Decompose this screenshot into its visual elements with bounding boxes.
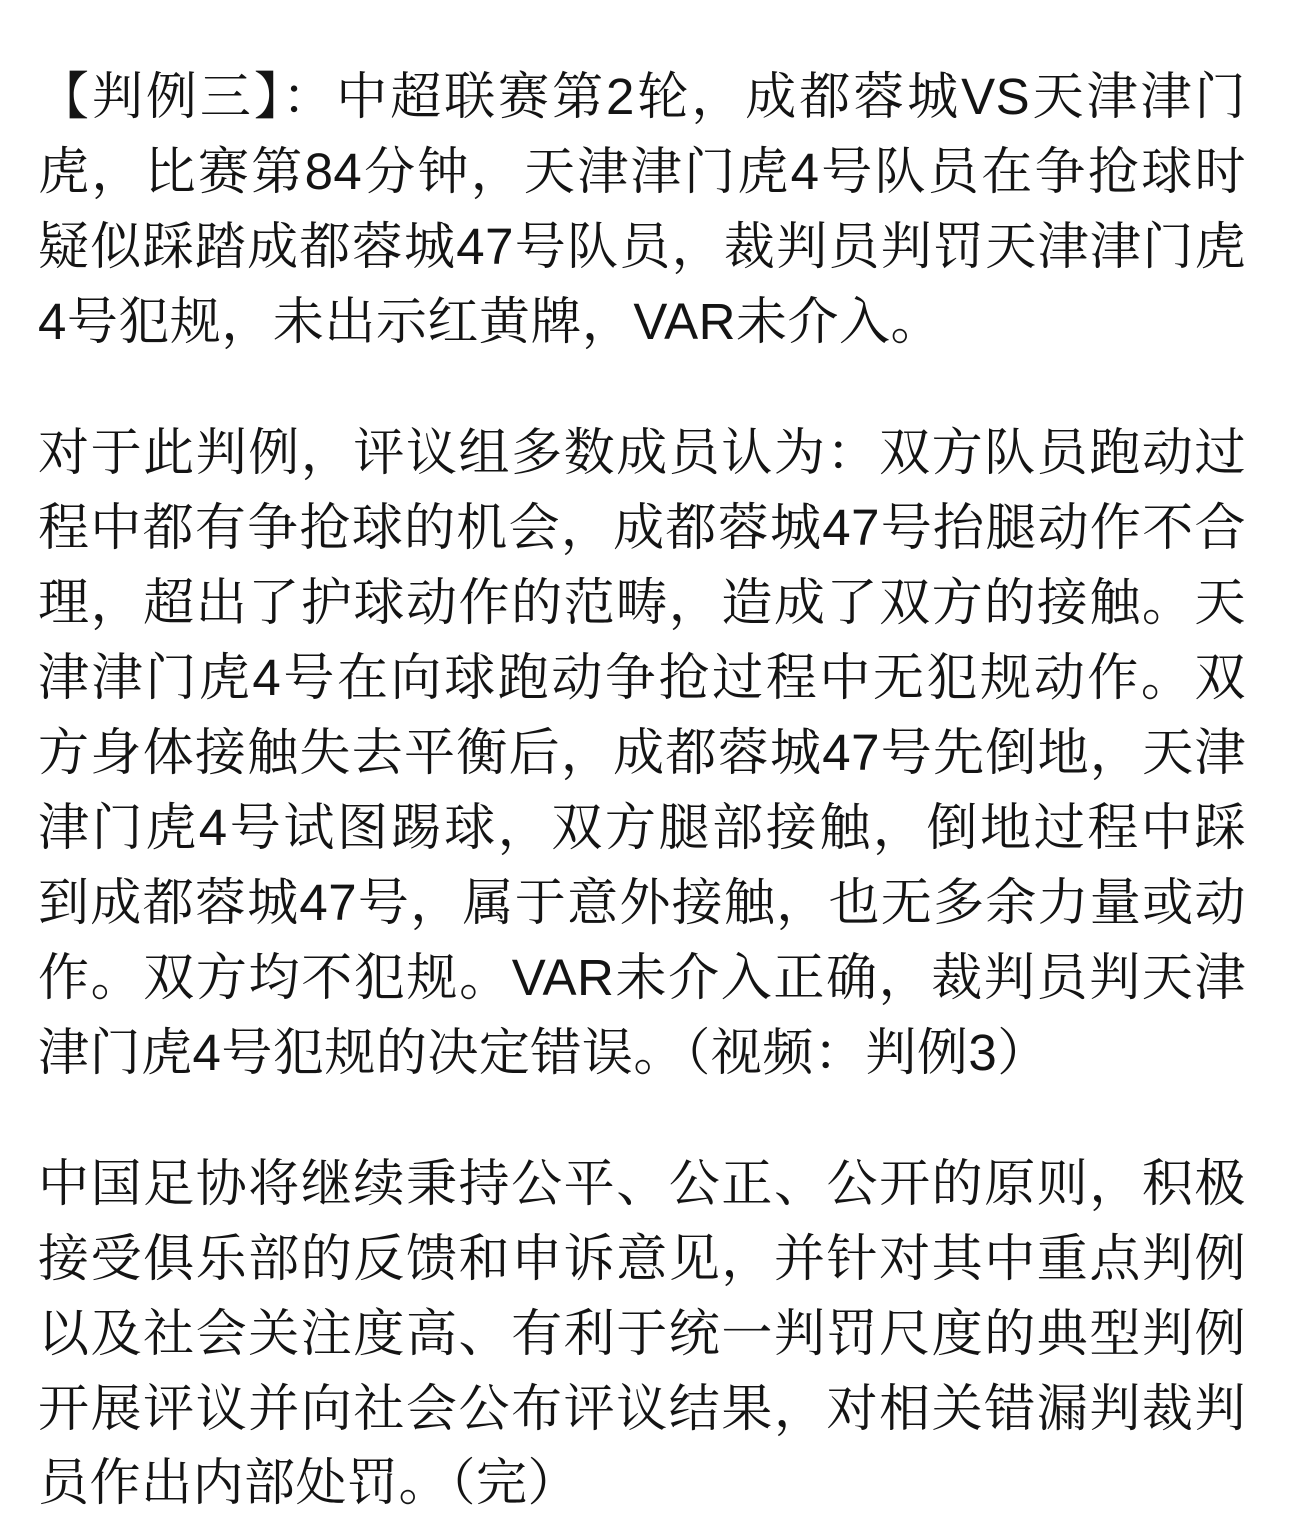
- paragraph-panel-opinion: 对于此判例，评议组多数成员认为：双方队员跑动过程中都有争抢球的机会，成都蓉城47号抬腿动作不合理，超出了护球动作的范畴，造成了双方的接触。天津津门虎4号在向球跑动争抢过程中无犯规动作。双方身体接触失去平衡后，成都蓉城47号先倒地，天津津门虎4号试图踢球，双方腿部接触，倒地过程中踩到成都蓉城47号，属于意外接触，也无多余力量或动作。双方均不犯规。VAR未介入正确，裁判员判天津津门虎4号犯规的决定错误。（视频：判例3）: [38, 423, 1246, 1081]
- paragraph-closing-statement: 中国足协将继续秉持公平、公正、公开的原则，积极接受俱乐部的反馈和申诉意见，并针对其中重点判例以及社会关注度高、有利于统一判罚尺度的典型判例开展评议并向社会公布评议结果，对相关错漏判裁判员作出内部处罚。（完）: [38, 1154, 1246, 1512]
- paragraph-case-three: 【判例三】：中超联赛第2轮，成都蓉城VS天津津门虎，比赛第84分钟，天津津门虎4号队员在争抢球时疑似踩踏成都蓉城47号队员，裁判员判罚天津津门虎4号犯规，未出示红黄牌，VAR未介入。: [38, 68, 1246, 350]
